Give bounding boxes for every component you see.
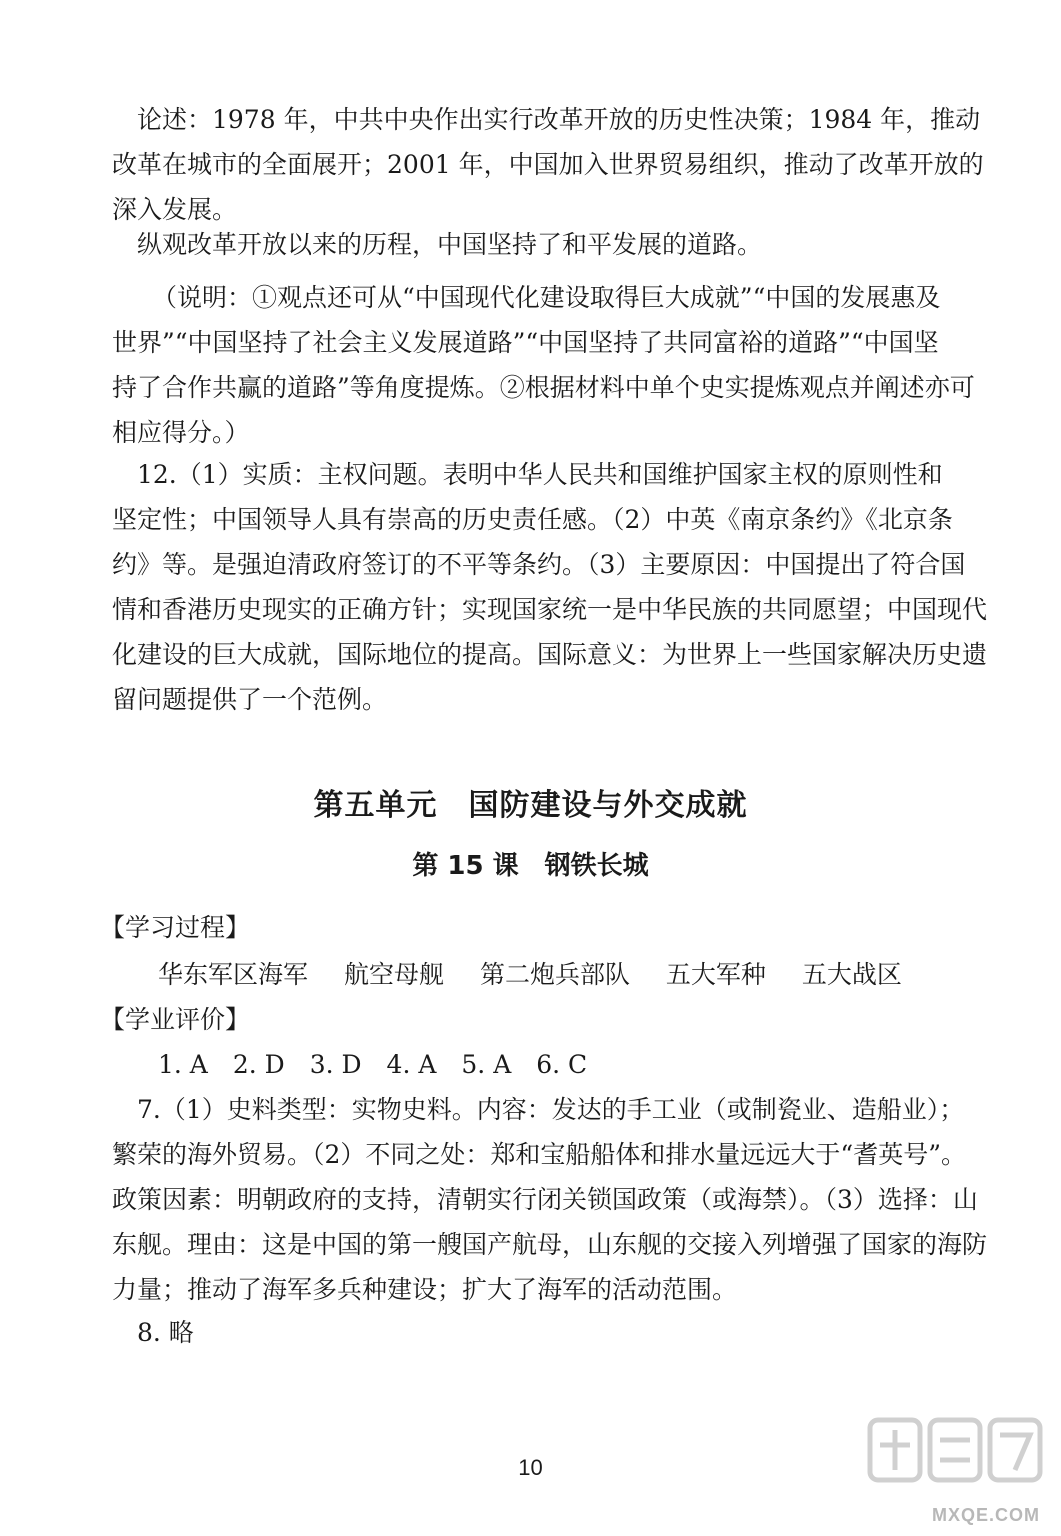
text-line: 7.（1）史料类型：实物史料。内容：发达的手工业（或制瓷业、造船业）； <box>112 1095 965 1124</box>
conclusion-paragraph <box>112 222 1002 267</box>
text-line: 力量；推动了海军多兵种建设；扩大了海军的活动范围。 <box>112 1275 738 1304</box>
text-line: 纵观改革开放以来的历程，中国坚持了和平发展的道路。 <box>112 230 763 259</box>
text-line: 改革在城市的全面展开；2001 年，中国加入世界贸易组织，推动了改革开放的 <box>112 150 984 179</box>
learning-item: 五大军种 <box>665 960 766 989</box>
text-line: 坚定性；中国领导人具有崇高的历史责任感。（2）中英《南京条约》《北京条 <box>112 505 953 534</box>
page-number: 10 <box>518 1455 543 1480</box>
text-line: 相应得分。） <box>112 418 250 447</box>
question-12-answer <box>112 452 1002 722</box>
text-line: 东舰。理由：这是中国的第一艘国产航母，山东舰的交接入列增强了国家的海防 <box>112 1230 988 1259</box>
learning-items <box>158 955 930 991</box>
unit-title: 第五单元 国防建设与外交成就 <box>313 788 748 823</box>
learning-item: 五大战区 <box>801 960 902 989</box>
text-line: 情和香港历史现实的正确方针；实现国家统一是中华民族的共同愿望；中国现代 <box>112 595 988 624</box>
text-line: 持了合作共赢的道路”等角度提炼。②根据材料中单个史实提炼观点并阐述亦可 <box>112 373 975 402</box>
section-heading-learning: 【学习过程】 <box>100 913 251 942</box>
learning-item: 第二炮兵部队 <box>479 960 630 989</box>
text-line: 化建设的巨大成就，国际地位的提高。国际意义：为世界上一些国家解决历史遗 <box>112 640 988 669</box>
question-7-answer <box>112 1087 1002 1312</box>
watermark-text: MXQE.COM <box>932 1505 1041 1525</box>
note-paragraph <box>112 275 1002 455</box>
multiple-choice-answers: 1. A 2. D 3. D 4. A 5. A 6. C <box>158 1050 588 1079</box>
text-line: 繁荣的海外贸易。（2）不同之处：郑和宝船船体和排水量远远大于“耆英号”。 <box>112 1140 966 1169</box>
text-line: （说明：①观点还可从“中国现代化建设取得巨大成就”“中国的发展惠及 <box>152 283 941 312</box>
learning-item: 华东军区海军 <box>158 960 309 989</box>
text-line: 论述：1978 年，中共中央作出实行改革开放的历史性决策；1984 年，推动 <box>112 105 981 134</box>
lesson-title: 第 15 课 钢铁长城 <box>412 851 649 881</box>
text-line: 约》等。是强迫清政府签订的不平等条约。（3）主要原因：中国提出了符合国 <box>112 550 966 579</box>
text-line: 政策因素：明朝政府的支持，清朝实行闭关锁国政策（或海禁）。（3）选择：山 <box>112 1185 978 1214</box>
text-line: 8. 略 <box>112 1318 194 1347</box>
question-8-answer <box>112 1310 1002 1355</box>
essay-paragraph <box>112 97 1002 232</box>
learning-item: 航空母舰 <box>343 960 444 989</box>
section-heading-evaluation: 【学业评价】 <box>100 1005 251 1034</box>
text-line: 留问题提供了一个范例。 <box>112 685 388 714</box>
text-line: 12.（1）实质：主权问题。表明中华人民共和国维护国家主权的原则性和 <box>112 460 943 489</box>
text-line: 深入发展。 <box>112 195 238 224</box>
text-line: 世界”“中国坚持了社会主义发展道路”“中国坚持了共同富裕的道路”“中国坚 <box>112 328 939 357</box>
